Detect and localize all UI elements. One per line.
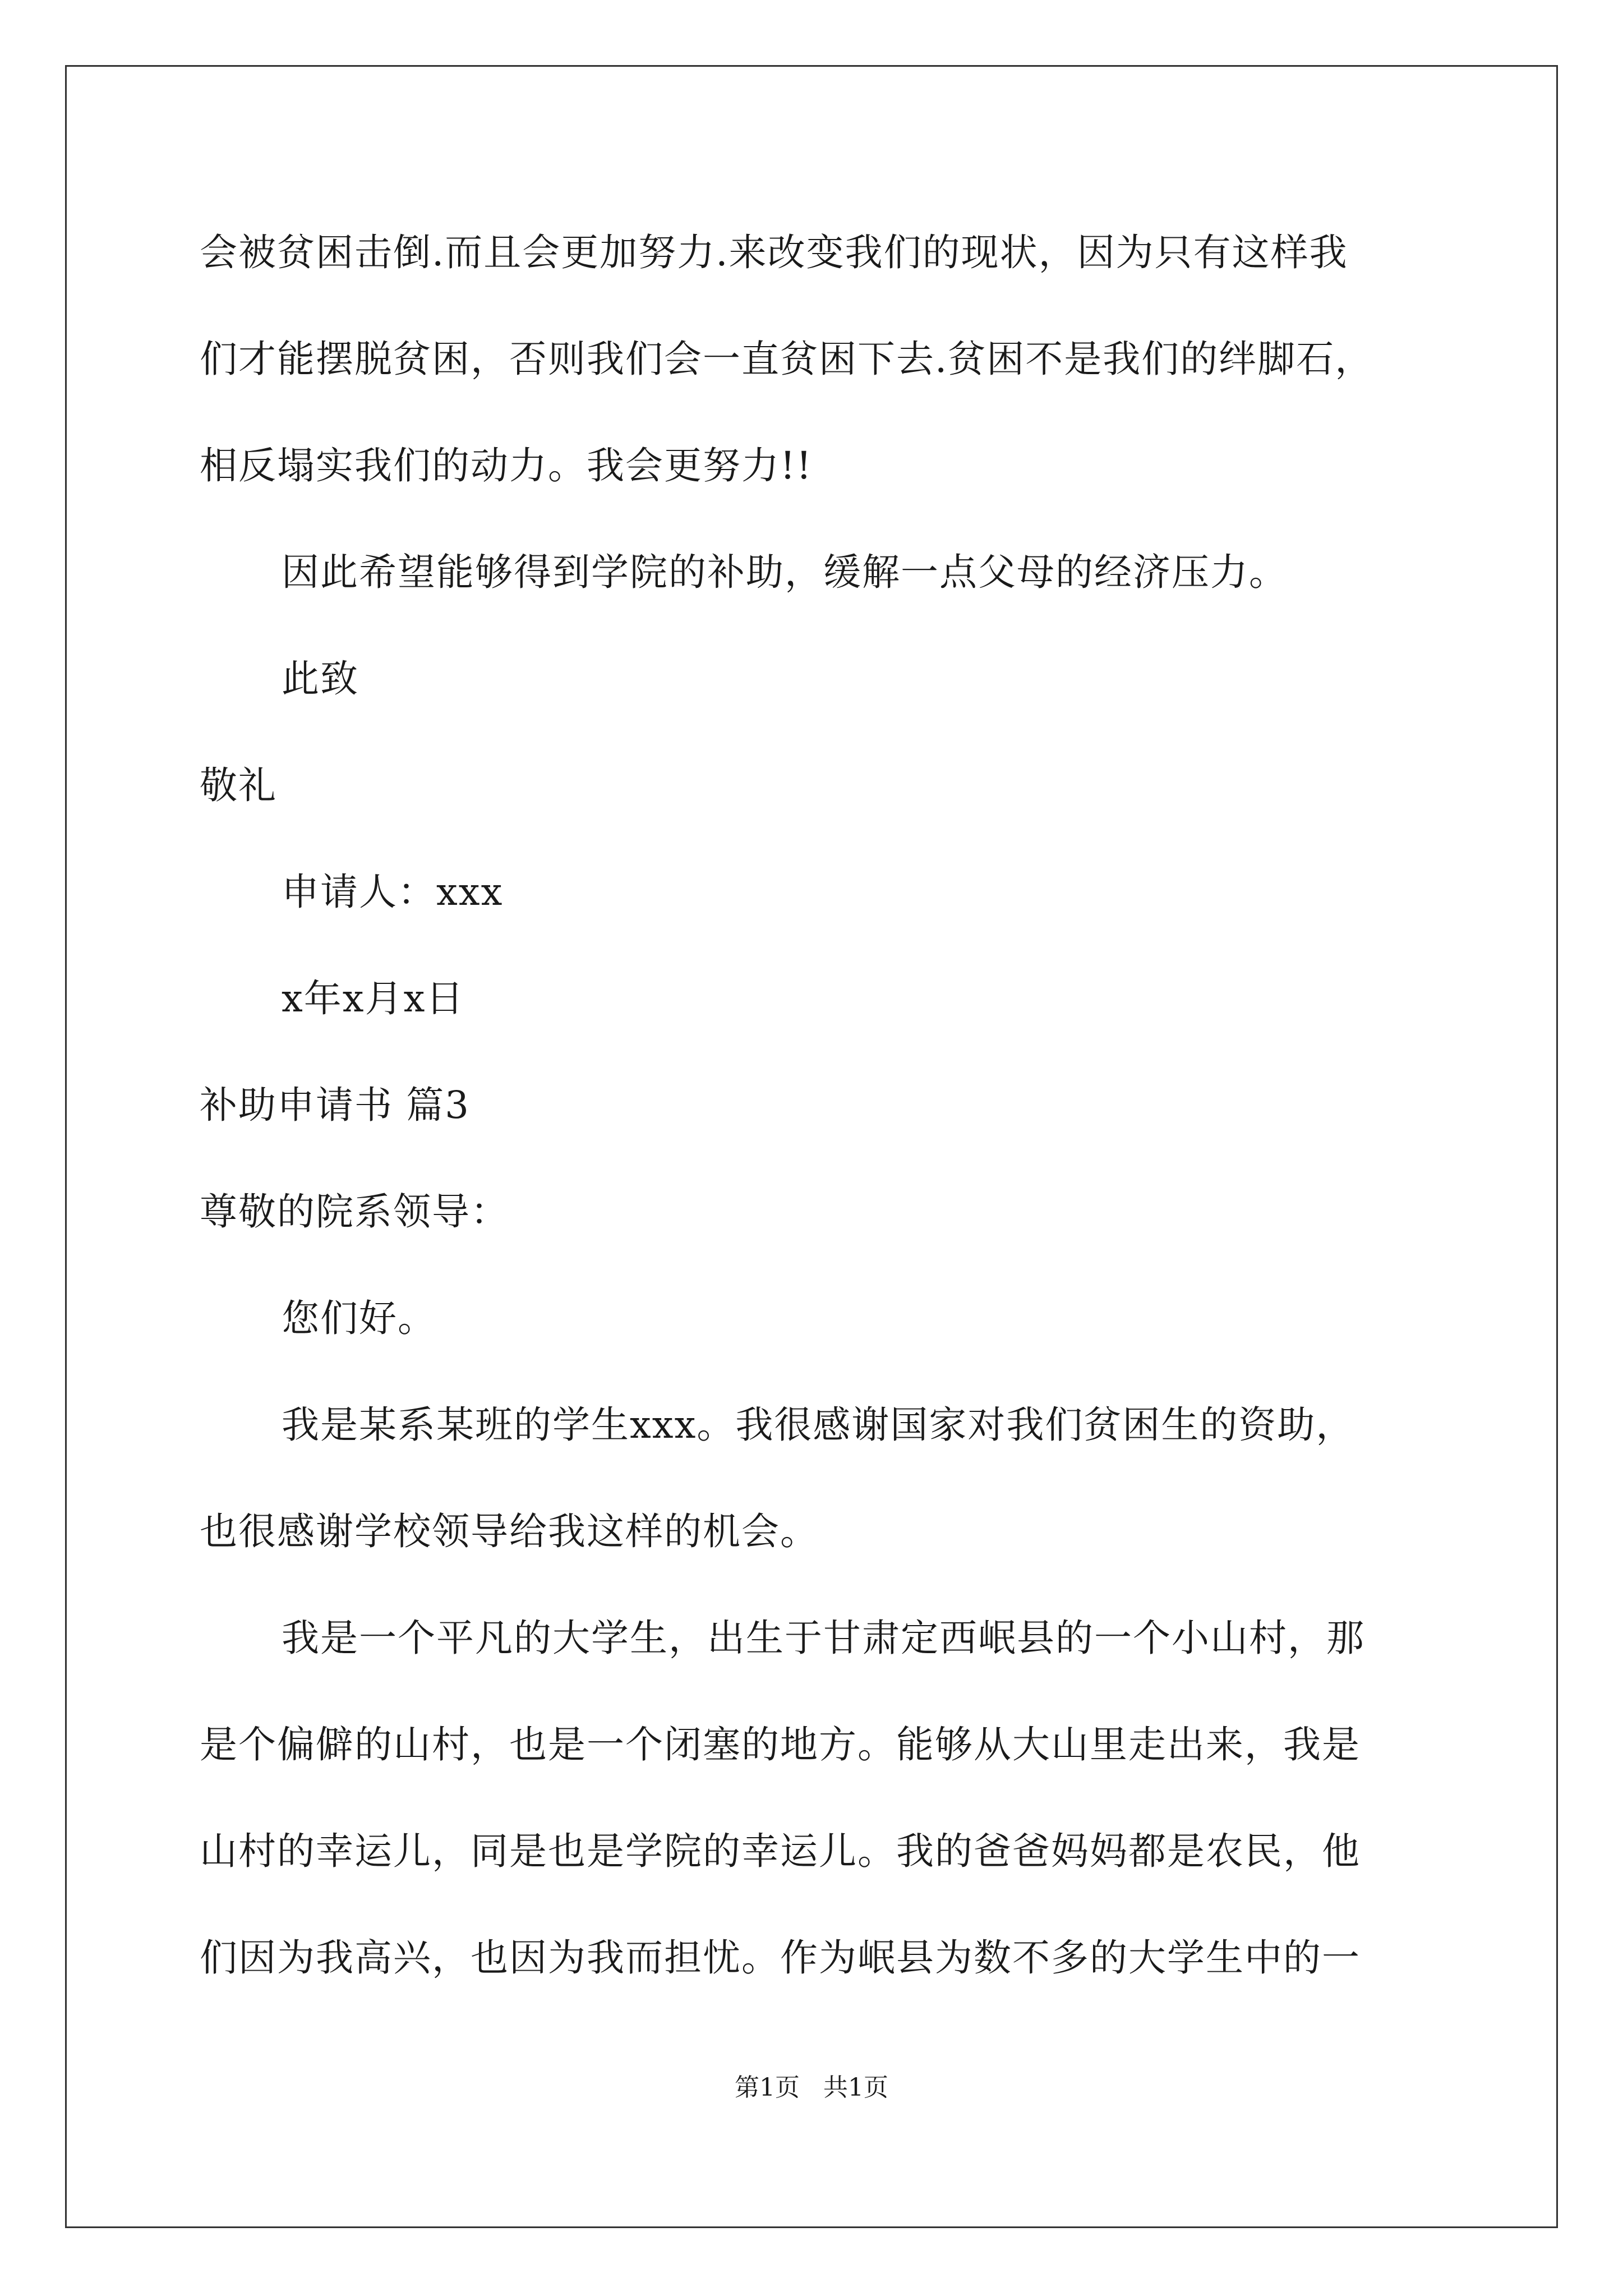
text-line: 们才能摆脱贫困，否则我们会一直贫困下去.贫困不是我们的绊脚石， (200, 337, 1374, 381)
text-line: 相反塌实我们的动力。我会更努力!! (200, 444, 813, 487)
date-line: x年x月x日 (282, 977, 465, 1020)
closing-regards: 敬礼 (200, 763, 277, 807)
section-heading: 补助申请书 篇3 (200, 1083, 470, 1127)
text-line: 山村的幸运儿，同是也是学院的幸运儿。我的爸爸妈妈都是农民，他 (200, 1829, 1361, 1873)
text-line: 我是某系某班的学生xxx。我很感谢国家对我们贫困生的资助， (282, 1403, 1355, 1447)
text-line: 因此希望能够得到学院的补助，缓解一点父母的经济压力。 (282, 550, 1288, 594)
document-body (200, 219, 1433, 2031)
text-line: 是个偏僻的山村，也是一个闭塞的地方。能够从大山里走出来，我是 (200, 1723, 1361, 1766)
text-line: 我是一个平凡的大学生，出生于甘肃定西岷县的一个小山村，那 (282, 1616, 1365, 1660)
applicant-signature: 申请人：xxx (282, 870, 504, 914)
greeting: 尊敬的院系领导： (200, 1190, 509, 1234)
closing-salutation: 此致 (282, 657, 359, 701)
text-line: 们因为我高兴，也因为我而担忧。作为岷县为数不多的大学生中的一 (200, 1936, 1361, 1980)
text-line: 您们好。 (282, 1296, 436, 1340)
text-line: 也很感谢学校领导给我这样的机会。 (200, 1510, 819, 1553)
page-number-footer: 第1页 共1页 (735, 2073, 888, 2102)
text-line: 会被贫困击倒.而且会更加努力.来改变我们的现状，因为只有这样我 (200, 231, 1348, 274)
